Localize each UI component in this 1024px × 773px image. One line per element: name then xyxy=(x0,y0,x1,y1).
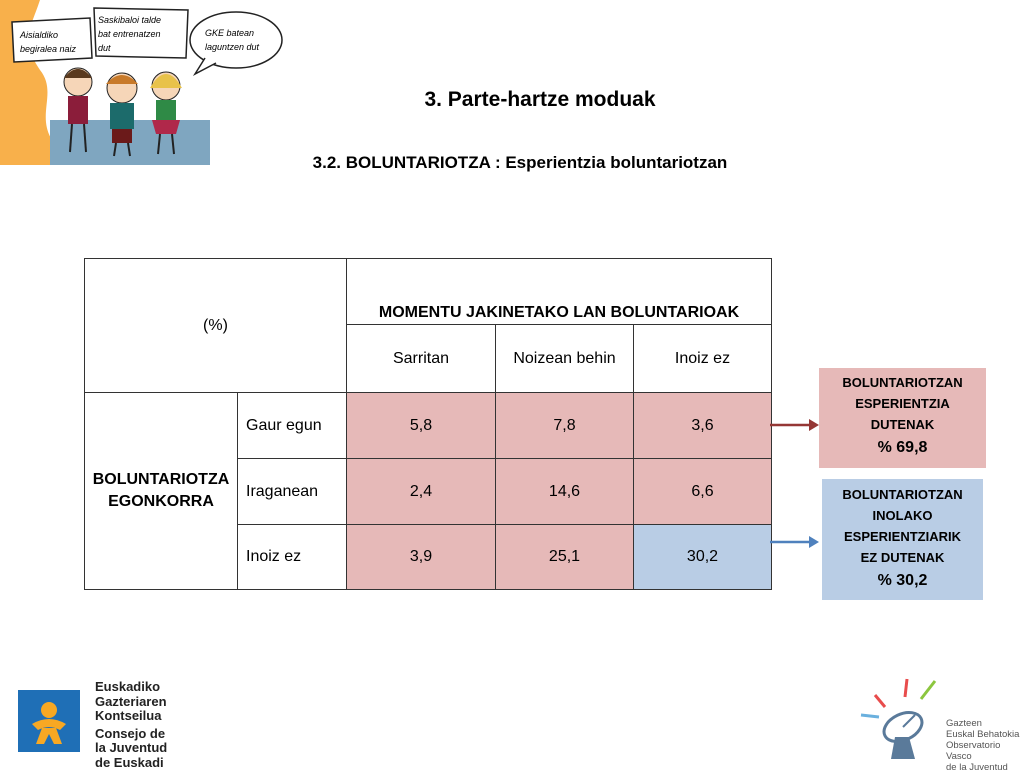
logo-text-line: Kontseilua xyxy=(95,708,162,723)
logo-text-line: Observatorio Vasco xyxy=(946,740,1001,762)
logo-text-line: de la Juventud xyxy=(946,762,1008,773)
table-cell: 6,6 xyxy=(634,459,772,525)
corner-label: (%) xyxy=(85,259,347,393)
row-label: Inoiz ez xyxy=(238,525,347,590)
row-group-label: BOLUNTARIOTZA EGONKORRA xyxy=(85,393,238,590)
group-header: MOMENTU JAKINETAKO LAN BOLUNTARIOAK xyxy=(347,259,772,325)
logo-text-line: Euskadiko xyxy=(95,679,161,694)
bubble-3-line-2: laguntzen dut xyxy=(205,42,260,52)
logo-text-line: Euskal Behatokia xyxy=(946,729,1020,740)
logo-text-line: Consejo de xyxy=(95,725,166,741)
bubble-2-line-2: bat entrenatzen xyxy=(98,29,161,39)
box-line: INOLAKO xyxy=(872,508,933,523)
box-percent: % 30,2 xyxy=(877,572,928,589)
column-header: Inoiz ez xyxy=(634,325,772,393)
youth-observatory-name xyxy=(946,718,1024,773)
box-line: ESPERIENTZIA xyxy=(855,396,950,411)
box-line: ESPERIENTZIARIK xyxy=(843,529,961,544)
column-header: Noizean behin xyxy=(496,325,634,393)
box-line: BOLUNTARIOTZAN xyxy=(842,487,963,502)
box-line: DUTENAK xyxy=(870,417,935,432)
bubble-1-line-1: Aisialdiko xyxy=(20,30,59,40)
box-line: BOLUNTARIOTZAN xyxy=(842,375,963,390)
logo-text-line: la Juventud xyxy=(95,740,168,755)
bubble-2-line-3: dut xyxy=(98,43,111,53)
volunteering-experience-table xyxy=(84,258,772,590)
table-cell-highlighted: 30,2 xyxy=(634,525,772,590)
table-cell: 14,6 xyxy=(496,459,634,525)
table-cell: 3,6 xyxy=(634,393,772,459)
page-subtitle: 3.2. BOLUNTARIOTZA : Esperientzia boluntariotzan xyxy=(312,153,728,172)
without-experience-box xyxy=(822,479,983,600)
logo-text-line: de Euskadi xyxy=(95,754,164,770)
table-cell: 25,1 xyxy=(496,525,634,590)
box-line: EZ DUTENAK xyxy=(860,550,945,565)
youth-council-logo-icon xyxy=(18,690,80,752)
box-percent: % 69,8 xyxy=(877,439,928,456)
row-label: Gaur egun xyxy=(238,393,347,459)
with-experience-box xyxy=(819,368,986,468)
logo-text-line: Gazteriaren xyxy=(95,693,167,709)
children-holding-signs-illustration xyxy=(0,0,290,165)
youth-observatory-logo-icon xyxy=(855,675,945,765)
table-cell: 7,8 xyxy=(496,393,634,459)
page-title: 3. Parte-hartze moduak xyxy=(424,88,656,111)
bubble-2-line-1: Saskibaloi talde xyxy=(98,15,162,25)
column-header: Sarritan xyxy=(347,325,496,393)
arrowhead-red-icon xyxy=(809,419,819,431)
table-cell: 5,8 xyxy=(347,393,496,459)
youth-council-name xyxy=(95,680,167,770)
row-label: Iraganean xyxy=(238,459,347,525)
table-cell: 3,9 xyxy=(347,525,496,590)
bubble-1-line-2: begiralea naiz xyxy=(20,44,77,54)
arrowhead-blue-icon xyxy=(809,536,819,548)
bubble-3-line-1: GKE batean xyxy=(205,28,255,38)
logo-text-line: Gazteen xyxy=(946,718,982,729)
table-cell: 2,4 xyxy=(347,459,496,525)
connector-arrows xyxy=(765,410,825,560)
